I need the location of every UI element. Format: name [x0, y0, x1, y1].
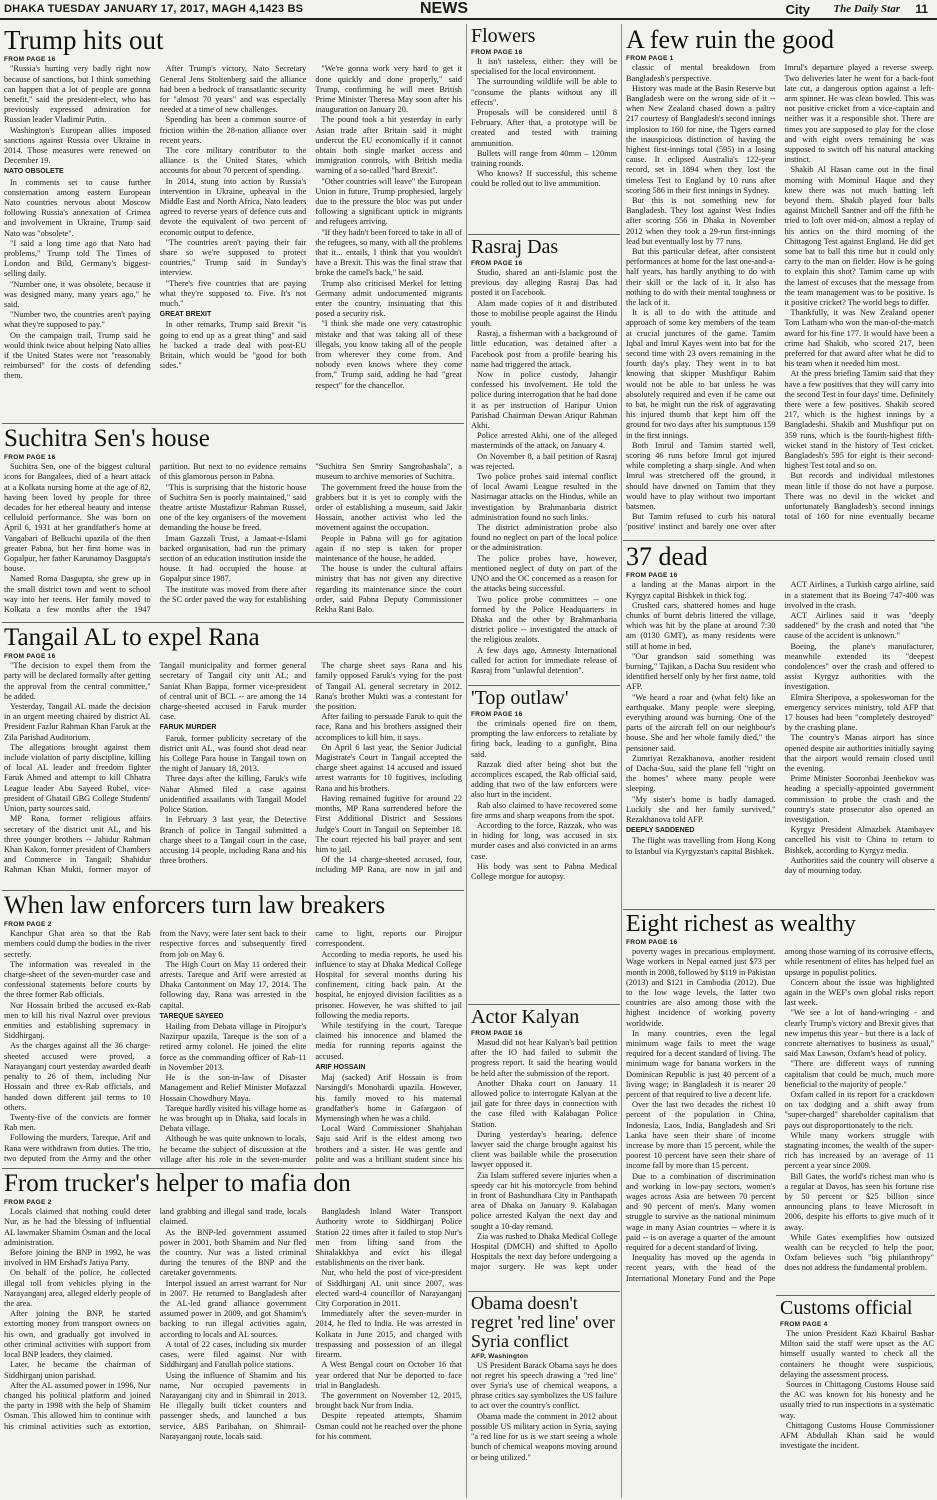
paragraph: The information was revealed in the charge-sheet of the seven-murder case and confessional statements before courts by the three former Rab officials.	[4, 959, 151, 1000]
paragraph: The house is under the cultural affairs ministry that has not given any directive regarding its maintenance since the court order, said Pabna Deputy Commissioner Rekha Rani Balo.	[315, 564, 462, 615]
paragraph: A total of 22 cases, including six murder cases, were filed against Nur with Siddhirganj and Fatullah police stations.	[159, 1339, 307, 1370]
paragraph: Interpol issued an arrest warrant for Nur in 2007. He returned to Bangladesh after the AL-led grand alliance government assumed power in 2009, and got Shamim's backing to run illegal activities again, according to locals and AL sources.	[159, 1278, 307, 1339]
headline: Actor Kalyan	[471, 1007, 580, 1028]
paragraph: Immediately after the seven-murder in 2014, he fled to India. He was arrested in Kolkata in June 2015, and charged with trespassing and possession of an illegal firearm.	[315, 1309, 462, 1360]
paragraph: "The countries aren't paying their fair share so we're supposed to protect countries," Trump said in Sunday's interview.	[159, 237, 307, 278]
paragraph: The High Court on May 11 ordered their arrests. Tareque and Arif were arrested at Dhaka Cantonment on May 17, 2014. The following day, Rana was arrested in the capital.	[159, 959, 307, 1010]
paragraph: The police probes have, however, mentioned neglect of duty on part of the UNO and the OC concerned as a reason for the attacks being successful.	[471, 553, 617, 594]
paragraph: Oxfam called in its report for a crackdown on tax dodging and a shift away from "super-charged" shareholder capitalism that pays out disproportionately to the rich.	[784, 1090, 934, 1130]
paragraph: US President Barack Obama says he does not regret his speech drawing a "red line" over Syria's use of chemical weapons, a phrase critics say symbolizes the US failure to act over the country's conflict.	[471, 1360, 617, 1411]
paragraph: Bill Gates, the world's richest man who is a regular at Davos, has seen his fortune rise by 50 percent or $25 billion since announcing plans to leave Microsoft in 2006, despite his efforts to give much of it away.	[784, 1171, 934, 1232]
paragraph: Elmira Sheripova, a spokeswoman for the emergency services ministry, told AFP that 17 houses had been "completely destroyed" by the crashing plane.	[784, 692, 934, 733]
paragraph: Rab also claimed to have recovered some fire arms and sharp weapons from the spot.	[471, 800, 617, 820]
paragraph: Imam Gazzali Trust, a Jamaat-e-Islami backed organisation, had run the primary section of an education institution inside the house. It had occupied the house at Gopalpur since 1987.	[159, 533, 307, 584]
paragraph: "This is surprising that the historic house of Suchitra Sen is poorly maintained," said theatre artiste Mustafizur Rahman Russel, one of the key organisers of the movement demanding the house be freed.	[159, 482, 307, 533]
paragraph: Crushed cars, shattered homes and huge chunks of burnt debris littered the village, which was hit by the plane at around 7:30 am (0130 GMT), as many residents were still at home in bed.	[626, 600, 776, 651]
jump-line: FROM PAGE 16	[4, 56, 56, 64]
paragraph: After Trump's victory, Nato Secretary General Jens Stoltenberg said the alliance had been a bedrock of transatlantic security for "almost 70 years" and was especially needed at a time of new challenges.	[159, 64, 307, 115]
paragraph: a landing at the Manas airport in the Kyrgyz capital Bishkek in thick fog.	[626, 580, 776, 600]
paragraph: Rasraj, a fisherman with a background of little education, was detained after a Facebook post from a profile bearing his name had triggered the attack.	[471, 329, 617, 369]
paragraph: Zia was rushed to Dhaka Medical College Hospital (DMCH) and shifted to Apollo Hospitals the next day before undergoing a major surgery. He was kept under	[471, 1231, 617, 1272]
story-law-enforcers	[4, 893, 462, 1165]
paragraph: Suchitra Sen, one of the biggest cultural icons for Bangalees, died of a heart attack at a Kolkata nursing home at the age of 82, having been loved by people for three decades for her ethereal beauty and intense celluloid performance. She was born on April 6, 1931 at her grandfather's home at Vangabari of Belkuchi upazila of the then greater Pabna, but her first home was in Gopalpur, her father Karunamoy Dasgupta's house.	[4, 462, 151, 574]
jump-line: AFP, Washington	[471, 1352, 529, 1360]
paragraph: Masud did not hear Kalyan's bail petition after the IO had failed to submit the progress report. It said the hearing would be held after the submission of the report.	[471, 1038, 617, 1078]
paragraph: "There are different ways of running capitalism that could be much, much more beneficial to the majority of people."	[784, 1059, 934, 1089]
headline: Suchitra Sen's house	[4, 426, 210, 452]
paragraph: Two police probe committees -- one formed by the Police Headquarters in Dhaka and the other by Brahmanbaria district police -- investigated the attack of the religious zealots.	[471, 594, 617, 645]
paragraph: The flight was travelling from Hong Kong to Istanbul via Kyrgyzstan's capital Bishkek.	[626, 836, 776, 856]
paragraph: The institute was moved from there after the SC order paved the way for establishing "Suchitra Sen Smrity Sangrohashala", a museum to archive memories of Suchitra.	[159, 462, 462, 604]
paragraph: "I think she made one very catastrophic mistake and that was taking all of these illegals, you know taking all of the people from wherever they come from. And nobody even knows where they come from," Trump said, adding he had "great respect" for the chancellor.	[315, 319, 462, 390]
paragraph: ACT Airlines, a Turkish cargo airline, said in a statement that its Boeing 747-400 was involved in the crash.	[784, 580, 934, 610]
paragraph: Despite repeated attempts, Shamim Osman could not be reached over the phone for his comment.	[315, 1411, 462, 1441]
paragraph: ACT Airlines said it was "deeply saddened" by the crash and noted that "the cause of the accident is unknown."	[784, 610, 934, 641]
paragraph: Faruk, former publicity secretary of the district unit AL, was found shot dead near his College Para house in Tangail town on the night of January 18, 2013.	[159, 733, 307, 774]
paragraph: The government freed the house from the grabbers but it is yet to comply with the order of establishing a museum, said Jakir Hossain, another activist who led the movement against the occupation.	[315, 482, 462, 533]
headline: 37 dead	[626, 543, 708, 571]
paper-logo: The Daily Star	[833, 3, 900, 15]
paragraph: A few days ago, Amnesty International called for action for immediate release of Rasraj from "unlawful detention".	[471, 645, 617, 675]
paragraph: Maj (sacked) Arif Hossain is from Narsingdi's Monohardi upazila. However, his family moved to his maternal grandfather's home in Gafargaon of Mymensingh when he was a child.	[315, 1073, 462, 1123]
paragraph: Locals claimed that nothing could deter Nur, as he had the blessing of influential AL lawmaker Shamim Osman and the local administration.	[4, 1207, 151, 1247]
paragraph: At the press briefing Tamim said that they have a few positives that they will carry into the second Test in four days' time. Definitely there were a few positives. Shakib scored 217, which is the highest innings by a Bangladeshi. Shakib and Mushfiqur put on 359 runs, which is the fourth-highest fifth-wicket stand in the history of Test cricket. Bangladesh's 595 for eight is their second-highest Test total and so on.	[784, 369, 934, 471]
headline: A few ruin the good	[626, 26, 834, 54]
paragraph: The union President Kazi Khairul Bashar Milton said the staff were upset as the AC himself usually wanted to check all the containers he thought were suspicious, delaying the assessment process.	[780, 1329, 934, 1379]
paragraph: Later, he became the chairman of Siddhirganj union parishad.	[4, 1360, 151, 1380]
story-divider	[2, 1168, 464, 1169]
paragraph: Concern about the issue was highlighted again in the WEF's own global risks report last week.	[784, 977, 934, 1008]
story-body	[471, 57, 617, 232]
headline: Flowers	[471, 26, 536, 47]
jump-line: FROM PAGE 2	[4, 1199, 52, 1207]
paragraph: According to the force, Razzak, who was in hiding for long, was accused in six murder cases and also convicted in an arms case.	[471, 821, 617, 861]
paragraph: Zumriyat Rezakhanova, another resident of Dacha-Suu, said the plane fell "right on the homes" where many people were sleeping.	[626, 753, 776, 794]
headline: From trucker's helper to mafia don	[4, 1171, 351, 1197]
story-body	[626, 580, 934, 906]
paragraph: Obama made the comment in 2012 about possible US military action in Syria, saying "a red line for us is we start seeing a whole bunch of chemical weapons moving around or being utilized."	[471, 1411, 617, 1462]
paragraph: Now in police custody, Jahangir confessed his involvement. He told the police during interrogation that he had done it as per instruction of Haripur Union Parishad Chairman Dewan Atiqur Rahman Akhi.	[471, 370, 617, 431]
paragraph: Washington's European allies imposed sanctions against Russia over Ukraine in 2014. Those measures were renewed on December 19.	[4, 125, 151, 166]
paragraph: Zia Islam suffered severe injuries when a speedy car hit his motorcycle from behind in front of Bashundhara City in Panthapath area of Dhaka on January 9. Kalabagan police arrested Kalyan the next day and sought a 10-day remand.	[471, 1170, 617, 1231]
headline: Customs official	[780, 1298, 913, 1319]
paragraph: Before joining the BNP in 1992, he was involved in HM Ershad's Jatiya Party.	[4, 1248, 151, 1268]
paragraph: The core military contributor to the alliance is the United States, which accounts for about 70 percent of spending.	[159, 145, 307, 176]
story-actor-kalyan	[471, 1007, 617, 1289]
paragraph: The government on November 12, 2015, brought back Nur from India.	[315, 1390, 462, 1411]
paragraph: Over the last two decades the richest 10 percent of the population in China, Indonesia, Laos, India, Bangladesh and Sri Lanka have seen their share of income increase by more than 15 percent, while the poorest 10 percent have seen their share of income fall by more than 15 percent.	[626, 1100, 776, 1171]
story-body	[471, 1361, 617, 1477]
paragraph: "If they hadn't been forced to take in all of the refugees, so many, with all the problems that it... entails, I think that you wouldn't have a Brexit. This was the final straw that broke the camel's back," he said.	[315, 227, 462, 278]
paragraph: Twenty-five of the convicts are former Rab men.	[4, 1112, 151, 1133]
paragraph: Proposals will be considered until 8 February. After that, a prototype will be created and tested with training ammunition.	[471, 108, 617, 148]
story-body	[471, 268, 617, 683]
jump-line: FROM PAGE 16	[471, 711, 523, 718]
paragraph: Another Dhaka court on January 11 allowed police to interrogate Kalyan at the jail gate for three days in connection with the case filed with Kalabagan Police Station.	[471, 1078, 617, 1129]
paragraph: Studio, shared an anti-Islamic post the previous day alleging Rasraj Das had posted it on Facebook.	[471, 268, 617, 298]
paragraph: "Number two, the countries aren't paying what they're supposed to pay."	[4, 310, 151, 330]
paragraph: According to media reports, he used his influence to stay at Dhaka Medical College Hospital for several months during his confinement, citing back pain. At the hospital, he enjoyed division facilities as a prisoner. However, he was shifted to jail following the media reports.	[315, 949, 462, 1020]
story-body	[780, 1329, 934, 1497]
paragraph: Hailing from Debata village in Pirojpur's Nazirpur upazila, Tareque is the son of a retired army colonel. He joined the elite force as the commanding officer of Rab-11 in November 2013.	[159, 1022, 307, 1072]
paragraph: After failing to persuade Faruk to quit the race, Rana and his brothers assigned their accomplices to kill him, it says.	[315, 712, 462, 742]
paragraph: "My sister's home is badly damaged. Luckily she and her family survived," Rezakhanova told AFP.	[626, 794, 776, 824]
paragraph: Shakib Al Hasan came out in the final morning with Mominul Haque and they knew there was not much batting left beyond them. Shakib played four balls against Mitchell Santner and off the fifth he tried to loft over mid-on, almost a replay of his antics on the third morning of the Chittagong Test against England. He did get some bat to ball this time but it could only carry to the man on fielder. How is he going to explain this shot? Tamim came up with the lamest of excuses that the message from the team management was to be positive. Is it positive cricket? The world begs to differ.	[784, 165, 934, 307]
paragraph: A West Bengal court on October 16 that year ordered that Nur be deported to face trial in Bangladesh.	[315, 1360, 462, 1390]
story-eight-richest	[626, 912, 934, 1292]
paragraph: Although he was quite unknown to locals, he became the subject of discussion at the village after his role in the seven-murder came to light, reports our Pirojpur correspondent.	[159, 929, 462, 1164]
story-customs	[780, 1298, 934, 1498]
paragraph: Bangladesh Inland Water Transport Authority wrote to Siddhirganj Police Station 22 times after it failed to stop Nur's men from lifting sand from the Shitalakkhya and evict his illegal establishments on the river bank.	[315, 1207, 462, 1268]
story-flowers	[471, 26, 617, 232]
paragraph: The district administration probe also found no neglect on part of the local police or the administration.	[471, 523, 617, 553]
paragraph: Razzak died after being shot but the accomplices escaped, the Rab official said, adding that two of the law enforcers were also hurt in the incident.	[471, 759, 617, 800]
paragraph: "We're gonna work very hard to get it done quickly and done properly," said Trump, confirming he will meet British Prime Minister Theresa May soon after his inauguration on January 20.	[315, 64, 462, 115]
subhead: ARIF HOSSAIN	[315, 1063, 366, 1071]
paragraph: The charge sheet says Rana and his family opposed Faruk's vying for the post of Tangail AL general secretary in 2012. Rana's brother Mukti was a contestant for the position.	[315, 661, 462, 712]
paragraph: "We heard a roar and (what felt) like an earthquake. Many people were sleeping, everything around was burning. One of the parts of the aircraft fell on our neighbour's house. She and her whole family died," the pensioner said.	[626, 692, 776, 753]
paragraph: It is all to do with the attitude and approach of some key members of the team at crucial junctures of the game. Tamim Iqbal and Imrul Kayes went into bat for the second time with 23 overs remaining in the fourth day's play. They went in to bat knowing that skipper Mushfiqur Rahim would not be able to bat unless he was absolutely required and even if he came out to bat, he might run the risk of aggravating his injured thumb that kept him off the ground for two days after his sumptuous 159 in the first innings.	[626, 308, 776, 440]
paragraph: Following the murders, Tareque, Arif and Rana were withdrawn from duties. The trio, two deputed from the Army and the other from the Navy, were later sent back to their respective forces and subsequently fired from job on May 6.	[4, 929, 307, 1163]
dateline: DHAKA TUESDAY JANUARY 17, 2017, MAGH 4,1423 BS	[4, 3, 304, 15]
headline: Eight richest as wealthy	[626, 912, 856, 937]
masthead	[0, 0, 937, 20]
paragraph: The country's Manas airport has since opened despite air authorities initially saying that the airport would remain closed until the evening.	[784, 733, 934, 773]
paragraph: As the charges against all the 36 charge-sheeted accused were proved, a Narayanganj court yesterday awarded death penalty to 26 of them, including Nur Hossain and three ex-Rab officials, and handed down different jail terms to 10 others.	[4, 1041, 151, 1112]
story-body	[4, 462, 462, 620]
jump-line: FROM PAGE 16	[471, 49, 523, 56]
story-divider	[468, 1004, 620, 1005]
paragraph: After joining the BNP, he started extorting money from transport owners on his own, and gradually got involved in other criminal activities with support from local BNP leaders, they claimed.	[4, 1309, 151, 1360]
story-body	[471, 719, 617, 1002]
paragraph: It isn't tasteless, either: they will be specialised for the local environment.	[471, 57, 617, 77]
paragraph: Chittagong Customs House Commissioner AFM Abdullah Khan said he would investigate the incident.	[780, 1420, 934, 1451]
paragraph: He is the son-in-law of Disaster Management and Relief Minister Mofazzal Hossain Chowdhury Maya.	[159, 1073, 307, 1103]
paragraph: Sources in Chittagong Customs House said the AC was known for his honesty and he usually tried to run inspections in a systematic way.	[780, 1380, 934, 1420]
paragraph: Having remained fugitive for around 22 months, MP Rana surrendered before the First Additional District and Sessions Judge's Court in Tangail on September 18. The court rejected his bail prayer and sent him to jail.	[315, 793, 462, 854]
paragraph: poverty wages in precarious employment. Wage workers in Nepal earned just $73 per month in 2008, followed by $119 in Pakistan (2013) and $121 in Cambodia (2012). Due to the low wage levels, the latter two countries are also among those with the highest incidence of working poverty worldwide.	[626, 947, 776, 1028]
paragraph: Of the 14 charge-sheeted accused, four, including MP Rana, are now in jail and	[315, 855, 462, 875]
paragraph: The surrounding wildlife will be able to "consume the plants without any ill effects".	[471, 77, 617, 107]
subhead: TAREQUE SAYEED	[159, 1012, 224, 1020]
story-trucker	[4, 1171, 462, 1498]
paragraph: After the AL assumed power in 1996, Nur changed his political platform and joined the party in 1998 with the help of Shamim Osman. This allowed him to continue with his criminal activities such as extortion, land grabbing and illegal sand trade, locals claimed.	[4, 1207, 307, 1431]
jump-line: FROM PAGE 16	[4, 653, 56, 661]
paragraph: The allegations brought against them include violation of party discipline, killing of local AL leader and freedom fighter Faruk Ahmed and attempt to kill Chhatra League leader Abu Sayeed Rubel, vice-president of Ghatail GBG College Students' Union, party sources said.	[4, 742, 151, 814]
paragraph: While many workers struggle with stagnating incomes, the wealth of the super-rich has increased by an average of 11 percent a year since 2009.	[784, 1130, 934, 1171]
paragraph: In comments set to cause further consternation among eastern European Nato countries nervous about Moscow following Russia's annexation of Crimea and involvement in Ukraine, Trump said Nato was "obsolete".	[4, 177, 151, 238]
jump-line: FROM PAGE 16	[471, 1030, 523, 1037]
paragraph: On April 6 last year, the Senior Judicial Magistrate's Court in Tangail accepted the charge sheet against 14 accused and issued arrest warrants for 10 fugitives, including Rana and his brothers.	[315, 742, 462, 793]
paragraph: Kanchpur Ghat area so that the Rab members could dump the bodies in the river secretly.	[4, 929, 151, 959]
paragraph: On behalf of the police, he collected illegal toll from vehicles plying in the Narayanganj area, alleged elderly people of the area.	[4, 1268, 151, 1309]
page-number: 11	[915, 2, 928, 16]
story-divider	[468, 685, 620, 686]
story-suchitra	[4, 426, 462, 620]
paragraph: Bullets will range from 40mm – 120mm training rounds.	[471, 148, 617, 169]
headline: When law enforcers turn law breakers	[4, 893, 386, 919]
paragraph: Who knows? If successful, this scheme could be rolled out to live ammunition.	[471, 169, 617, 189]
paragraph: Alam made copies of it and distributed those to mobilise people against the Hindu youth.	[471, 298, 617, 329]
paragraph: Inequality has moved up the agenda in recent years, with the head of the International Monetary Fund and the Pope among those warning of its corrosive effects, while resentment of elites has helped fuel an upsurge in populist politics.	[626, 947, 934, 1283]
jump-line: FROM PAGE 4	[780, 1321, 828, 1328]
story-body	[626, 63, 934, 537]
jump-line: FROM PAGE 1	[626, 55, 674, 63]
paragraph: Spending has been a common source of friction within the 28-nation alliance over recent years.	[159, 115, 307, 145]
paragraph: His body was sent to Pabna Medical College morgue for autopsy.	[471, 861, 617, 882]
story-divider	[623, 540, 935, 541]
paragraph: "Our grandson said something was burning," Tajikan, a Dacha Suu resident who identified herself only by her first name, told AFP.	[626, 651, 776, 692]
paragraph: Tareque hardly visited his village home as he was brought up in Dhaka, said locals in Debata village.	[159, 1103, 307, 1134]
headline: Rasraj Das	[471, 237, 559, 258]
story-top-outlaw	[471, 688, 617, 1002]
headline: Tangail AL to expel Rana	[4, 625, 260, 651]
subhead: GREAT BREXIT	[159, 311, 212, 319]
story-divider	[2, 890, 464, 891]
story-divider	[2, 622, 464, 623]
subhead: NATO OBSOLETE	[4, 168, 64, 176]
paragraph: MP Rana, former religious affairs secretary of the district unit AL, and his three younger brothers -- Jahidur Rahman Khan Kakon, former president of Chambers and Commerce in Tangail; Shahidur Rahman Khan Mukti, former mayor of Tangail municipality and former general secretary of Tangail city unit AL; and Saniat Khan Bappa, former vice-president of central unit of BCL -- are among the 14 charge-sheeted accused in Faruk murder case.	[4, 661, 307, 875]
story-few-ruin	[626, 26, 934, 538]
jump-line: FROM PAGE 16	[626, 939, 678, 947]
paragraph: Kyrgyz President Almazbek Atambayev cancelled his visit to China to return to Bishkek, according to Kyrgyz media.	[784, 825, 934, 855]
paragraph: But this is not something new for Bangladesh. They lost against West Indies after scoring 556 in Dhaka in November 2012 when they took a 29-run first-innings lead but eventually lost by 77 runs.	[626, 195, 776, 246]
paragraph: Three days after the killing, Faruk's wife Nahar Ahmed filed a case against unidentified assailants with Tangail Model Police Station.	[159, 774, 307, 815]
paragraph: Yesterday, Tangail AL made the decision in an urgent meeting chaired by district AL President Fazlur Rahman Khan Faruk at the Zila Parishad Auditorium.	[4, 702, 151, 742]
story-body	[4, 1207, 462, 1498]
story-body	[4, 64, 462, 418]
paragraph: "The decision to expel them from the party will be declared formally after getting the approval from the central committee," he added.	[4, 661, 151, 701]
paragraph: But this particular defeat, after consistent performances at home for the last one-and-a-half years, has hardly anything to do with their skill or the lack of it. It also has nothing to do with their mental toughness or the lack of it.	[626, 246, 776, 307]
story-obama	[471, 1294, 617, 1498]
jump-line: FROM PAGE 2	[4, 921, 52, 929]
paragraph: Using the influence of Shamim and his name, Nur occupied pavements in Narayanganj city and in Shimrail in 2013. He illegally built ticket counters and passenger sheds, and launched a bus service, ABS Paribahan, on Shimrail-Narayanganj route, locals said.	[159, 1370, 307, 1441]
paragraph: Nur, who held the post of vice-president of Siddhirganj AL unit since 2007, was elected ward-4 councillor of Narayanganj City Corporation in 2011.	[315, 1268, 462, 1309]
subhead: DEEPLY SADDENED	[626, 827, 695, 835]
story-body	[626, 947, 934, 1291]
paragraph: "Other countries will leave" the European Union in future, Trump prophesied, largely due to the pressure the bloc was put under following a significant uptick in migrants and refugees arriving.	[315, 176, 462, 227]
story-divider	[2, 423, 464, 424]
paragraph: Prime Minister Sooronbai Jeenbekov was heading a specially-appointed government commission to probe the crash and the country's state prosecutor also opened an investigation.	[784, 774, 934, 824]
paragraph: During yesterday's hearing, defence lawyer said the charge brought against his client was bailable while the prosecution lawyer opposed it.	[471, 1129, 617, 1170]
section-city: City	[785, 1, 810, 17]
paragraph: "Number one, it was obsolete, because it was designed many, many years ago," he said.	[4, 279, 151, 310]
story-37-dead	[626, 543, 934, 907]
story-divider	[623, 909, 935, 910]
paragraph: While testifying in the court, Tareque claimed his innocence and blamed the media for running reports against the accused.	[315, 1021, 462, 1061]
jump-line: FROM PAGE 16	[471, 260, 523, 267]
story-divider	[776, 1295, 935, 1296]
subhead: FARUK MURDER	[159, 724, 217, 732]
paragraph: "Russia's hurting very badly right now because of sanctions, but I think something can happen that a lot of people are gonna benefit," said the president-elect, who has previously expressed admiration for Russian leader Vladimir Putin.	[4, 64, 151, 125]
story-tangail	[4, 625, 462, 887]
paragraph: Thankfully, it was New Zealand opener Tom Latham who won the man-of-the-match award for his fine 177. It would have been a crime had Shakib, who scored 217, been preferred for that award after what he did to his team when it needed him most.	[784, 308, 934, 369]
story-body	[4, 929, 462, 1165]
paragraph: In February 3 last year, the Detective Branch of police in Tangail submitted a charge sheet to a Tangail court in the case, accusing 14 people, including Rana and his three brothers.	[159, 815, 307, 866]
story-divider	[468, 1291, 620, 1292]
paragraph: Named Roma Dasgupta, she grew up in the small district town and went to school way into her teens. Her family moved to Kolkata a few months after the 1947 partition. But next to no evidence remains of this glamorous person in Pabna.	[4, 462, 307, 615]
story-body	[471, 1038, 617, 1289]
paragraph: Due to a combination of discrimination and working in low-pay sectors, women's wages across Asia are between 70 percent and 90 percent of men's. Many women struggle to survive as the national minimum wage in many Asian countries -- where it is paid -- is on average a quarter of the amount required for a decent standard of living.	[626, 1171, 776, 1253]
paragraph: "We see a lot of hand-wringing - and clearly Trump's victory and Brexit gives that new impetus this year - but there is a lack of concrete alternatives to business as usual," said Max Lawson, Oxfam's head of policy.	[784, 1008, 934, 1059]
section-name: NEWS	[420, 0, 468, 17]
paragraph: But records and individual milestones mean little if those do not have a purpose. There was no devil in the wicket and unfortunately Bangladesh's second innings total of 160 for nine eventually became	[784, 471, 934, 522]
story-rasraj	[471, 237, 617, 683]
paragraph: In many countries, even the legal minimum wage fails to meet the wage required for a decent standard of living. The minimum wage for banana workers in the Dominican Republic is just 40 percent of a living wage; in Bangladesh it is nearer 20 percent of that required to live a decent life.	[626, 1028, 776, 1100]
paragraph: But Tamim refused to curb his natural 'positive' instinct and barely one over after Imrul's departure played a reverse sweep. Two deliveries later he went for a back-foot late cut, a dangerous option against a left-arm spinner. He was clean bowled. This was not positive cricket from a vice-captain and neither was it a responsible shot. There are times you are supposed to play for the close and with eight overs remaining he was supposed to switch off his natural attacking instinct.	[626, 63, 934, 532]
paragraph: Both Imrul and Tamim started well, scoring 46 runs before Imrul got injured while completing a sharp single. And when Imrul was stretchered off the ground, it should have dawned on Tamim that they would have to play without two important batsmen.	[626, 440, 776, 512]
column-rule	[466, 24, 467, 1498]
paragraph: Authorities said the country will observe a day of mourning today.	[784, 855, 934, 875]
paragraph: In other remarks, Trump said Brexit "is going to end up as a great thing" and said he backed a trade deal with post-EU Britain, which would be "good for both sides."	[159, 320, 307, 371]
story-body	[4, 661, 462, 885]
headline: 'Top outlaw'	[471, 688, 569, 709]
paragraph: As the BNP-led government assumed power in 2001, both Shamim and Nur fled the country. Nur was a listed criminal during the tenures of the BNP and the caretaker governments.	[159, 1227, 307, 1278]
story-trump	[4, 26, 462, 420]
paragraph: classic of mental breakdown from Bangladesh's perspective.	[626, 63, 776, 83]
paragraph: Police arrested Akhi, one of the alleged masterminds of the attack, on January 4.	[471, 431, 617, 451]
paragraph: Nur Hossain bribed the accused ex-Rab men to kill his rival Nazrul over previous enmities and establishing supremacy in Siddhirganj.	[4, 1000, 151, 1041]
jump-line: FROM PAGE 16	[626, 572, 678, 580]
paragraph: History was made at the Basin Reserve but Bangladesh were on the wrong side of it -- when New Zealand chased down a paltry 217 courtesy of Bangladesh's second innings implosion to 160 for nine, the Tigers earned the inauspicious distinction of having the highest first-innings total (595) in a losing cause. It eclipsed Australia's 122-year record, set in 1894 when they lost the timeless Test to England by 10 runs after scoring 586 in their first innings in Sydney.	[626, 83, 776, 195]
paragraph: Boeing, the plane's manufacturer, meanwhile extended its "deepest condolences" over the crash and offered to assist Kyrgyz authorities with the investigation.	[784, 641, 934, 692]
paragraph: People in Pabna will go for agitation again if no step is taken for proper maintenance of the house, he added.	[315, 533, 462, 564]
story-divider	[468, 234, 620, 235]
paragraph: In 2014, stung into action by Russia's intervention in Ukraine, upheaval in the Middle East and North Africa, Nato leaders agreed to reverse years of defence cuts and devote the equivalent of two percent of economic output to defence.	[159, 176, 307, 237]
paragraph: Two police probes said internal conflict of local Awami League resulted in the Nasirnagar attacks on the Hindus, while an investigation by Brahmanbaria district administration found no such links.	[471, 472, 617, 522]
paragraph: On the campaign trail, Trump said he would think twice about helping Nato allies if the United States were not "reasonably reimbursed" for the costs of defending them.	[4, 330, 151, 381]
headline: Obama doesn't regret 'red line' over Syria conflict	[471, 1294, 615, 1351]
paragraph: the criminals opened fire on them, prompting the law enforcers to retaliate by firing back, leading to a gunfight, Bina said.	[471, 719, 617, 759]
headline: Trump hits out	[4, 26, 164, 55]
paragraph: On November 8, a bail petition of Rasraj was rejected.	[471, 451, 617, 471]
jump-line: FROM PAGE 16	[4, 454, 56, 462]
paragraph: "I said a long time ago that Nato had problems," Trump told The Times of London and Bild, Germany's biggest-selling daily.	[4, 238, 151, 279]
paragraph: Local Ward Commissioner Shahjahan Saju said Arif is the eldest among two brothers and a sister. He was gentle and polite and was a brilliant student since his	[315, 1124, 462, 1164]
paragraph: The pound took a hit yesterday in early Asian trade after Britain said it might undercut the EU economically if it cannot obtain both single market access and immigration controls, with British media warning of a so-called "hard Brexit".	[315, 115, 462, 176]
paragraph: While Gates exemplifies how outsized wealth can be recycled to help the poor, Oxfam believes such "big philanthropy" does not address the fundamental problem.	[784, 1232, 934, 1273]
paragraph: Trump also criticised Merkel for letting Germany admit undocumented migrants enter the country, insinuating that this posed a security risk.	[315, 278, 462, 319]
column-rule	[621, 24, 622, 1498]
paragraph: "There's five countries that are paying what they're supposed to. Five. It's not much."	[159, 278, 307, 309]
